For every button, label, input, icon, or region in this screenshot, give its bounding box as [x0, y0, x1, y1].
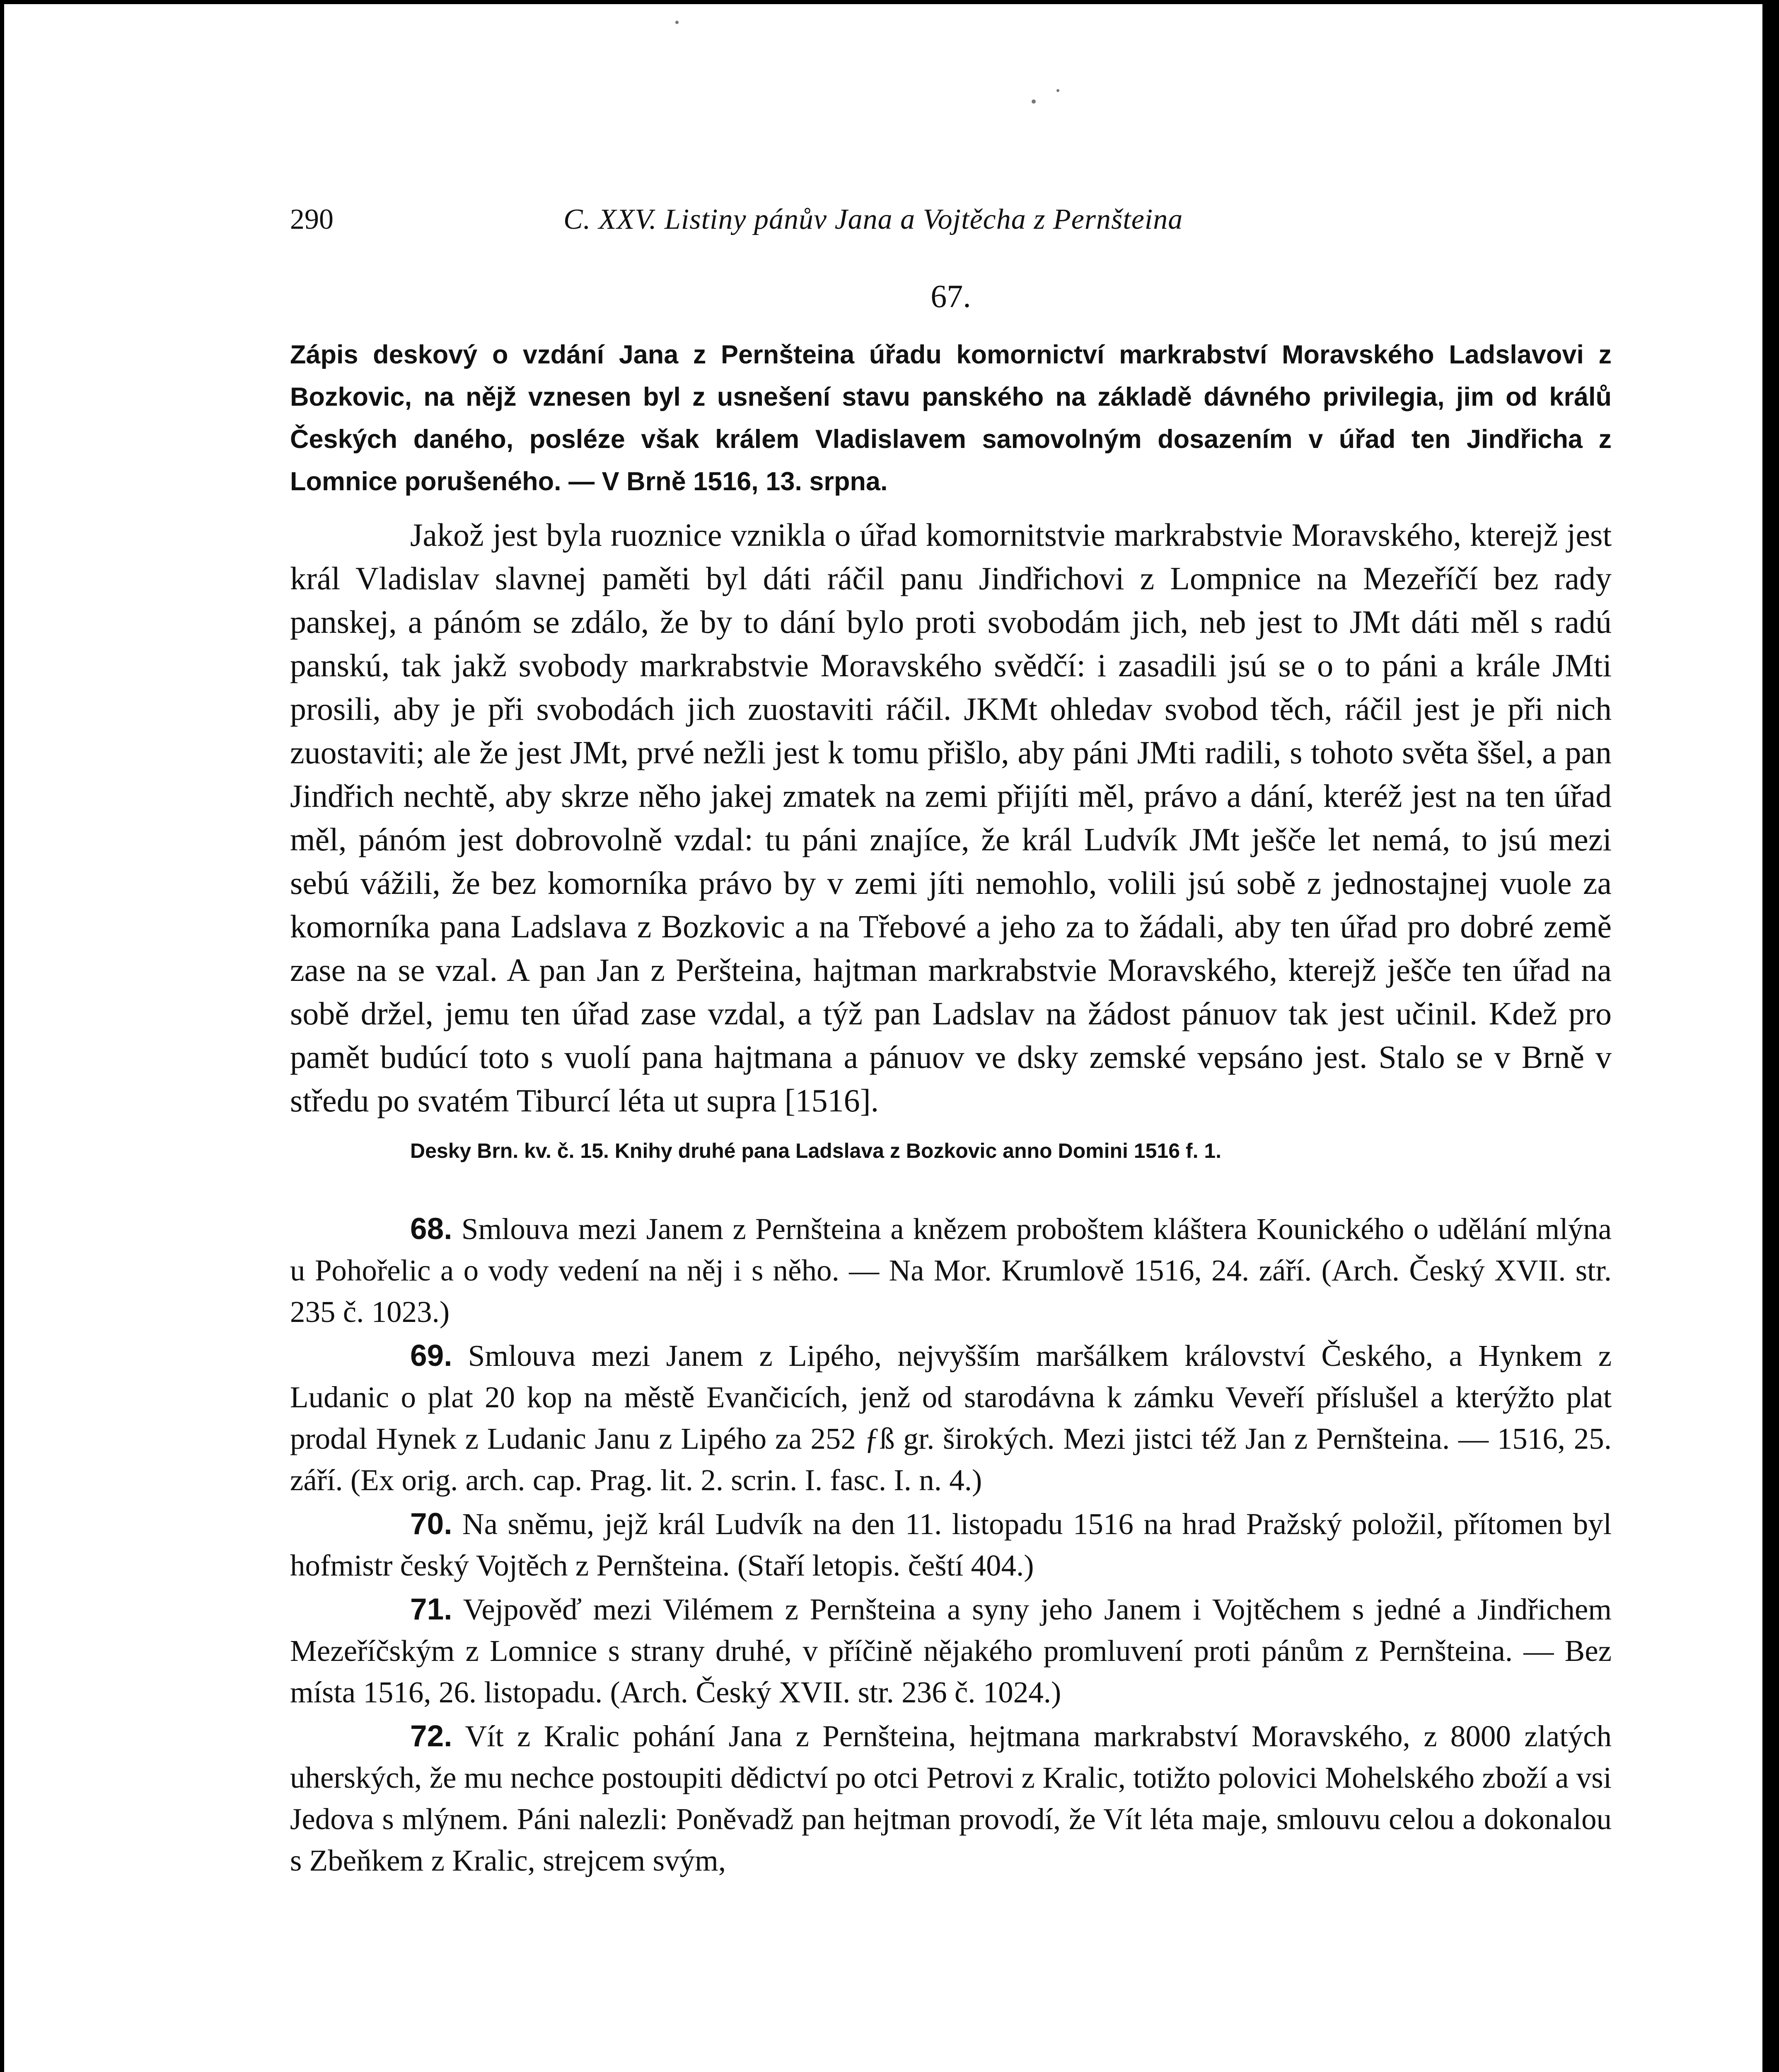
entry-70: [290, 1503, 1612, 1586]
page-content: [290, 203, 1612, 1884]
entry-text: Vít z Kralic pohání Jana z Pernšteina, hejtmana markrabství Moravského, z 8000 zlatých uherských, že mu nechce postoupiti dědictví po otci Petrovi z Kralic, totižto polovici Mohelského zboží a vsi Jedova s mlýnem. Páni nalezli: Poněvadž pan hejtman provodí, že Vít léta maje, smlouvu celou a dokonalou s Zbeňkem z Kralic, strejcem svým,: [290, 1719, 1612, 1877]
running-title: C. XXV. Listiny pánův Jana a Vojtěcha z Pernšteina: [563, 203, 1183, 235]
entry-text: Na sněmu, jejž král Ludvík na den 11. listopadu 1516 na hrad Pražský položil, přítomen byl hofmistr český Vojtěch z Pernšteina. (Staří letopis. čeští 404.): [290, 1507, 1612, 1582]
document-number: 67.: [931, 278, 971, 314]
entry-68: [290, 1208, 1612, 1333]
entry-number: 68.: [410, 1212, 452, 1246]
entry-text: Vejpověď mezi Vilémem z Pernšteina a syny jeho Janem i Vojtěchem s jedné a Jindřichem Mezeříčským z Lomnice s strany druhé, v příčině nějakého promluvení proti pánům z Pernšteina. — Bez místa 1516, 26. listopadu. (Arch. Český XVII. str. 236 č. 1024.): [290, 1593, 1612, 1709]
entry-72: [290, 1716, 1612, 1881]
document-regest: Zápis deskový o vzdání Jana z Pernšteina úřadu komornictví markrabství Moravského Ladslavovi z Bozkovic, na nějž vznesen byl z usnešení stavu panského na základě dávného privilegia, jim od králů Českých daného, posléze však králem Vladislavem samovolným dosazením v úřad ten Jindřicha z Lomnice porušeného. — V Brně 1516, 13. srpna.: [290, 340, 1612, 496]
entry-list: [290, 1208, 1612, 1881]
entry-number: 72.: [410, 1719, 452, 1753]
entry-69: [290, 1335, 1612, 1501]
running-head: [290, 203, 1612, 249]
scan-speck: [1056, 89, 1059, 92]
entry-text: Smlouva mezi Janem z Lipého, nejvyšším maršálkem království Českého, a Hynkem z Ludanic o plat 20 kop na městě Evančicích, jenž od starodávna k zámku Veveří příslušel a kterýžto plat prodal Hynek z Ludanic Janu z Lipého za 252 ƒß gr. širokých. Mezi jistci též Jan z Pernšteina. — 1516, 25. září. (Ex orig. arch. cap. Prag. lit. 2. scrin. I. fasc. I. n. 4.): [290, 1339, 1612, 1497]
scan-speck: [675, 21, 679, 24]
entry-number: 70.: [410, 1507, 452, 1541]
document-text: Jakož jest byla ruoznice vznikla o úřad komornitstvie markrabstvie Moravského, kterejž jest král Vladislav slavnej paměti byl dáti ráčil panu Jindřichovi z Lompnice na Mezeříčí bez rady panskej, a pánóm se zdálo, že by to dání bylo proti svobodám jich, neb jest to JMt dáti měl s radú panskú, tak jakž svobody markrabstvie Moravského svědčí: i zasadili jsú se o to páni a krále JMti prosili, aby je při svobodách jich zuostaviti ráčil. JKMt ohledav svobod těch, ráčil jest je při nich zuostaviti; ale že jest JMt, prvé nežli jest k tomu přišlo, aby páni JMti radili, s tohoto světa ššel, a pan Jindřich nechtě, aby skrze něho jakej zmatek na zemi přijíti měl, právo a dání, kteréž jest na ten úřad měl, pánóm jest dobrovolně vzdal: tu páni znajíce, že král Ludvík JMt ješče let nemá, to jsú mezi sebú vážili, že bez komorníka právo by v zemi jíti nemohlo, volili jsú sobě z jednostajnej vuole za komorníka pana Ladslava z Bozkovic a na Třebové a jeho za to žádali, aby ten úřad pro dobré země zase na se vzal. A pan Jan z Peršteina, hajtman markrabstvie Moravského, kterejž ješče ten úřad na sobě držel, jemu ten úřad zase vzdal, a týž pan Ladslav na žádost pánuov tak jest učinil. Kdež pro pamět budúcí toto s vuolí pana hajtmana a pánuov ve dsky zemské vepsáno jest. Stalo se v Brně v středu po svatém Tiburcí léta ut supra [1516].: [290, 517, 1612, 1118]
scan-speck: [1032, 99, 1036, 104]
entry-number: 71.: [410, 1593, 452, 1626]
entry-number: 69.: [410, 1339, 452, 1372]
entry-71: [290, 1589, 1612, 1713]
scan-border-right: [1762, 0, 1779, 2072]
page-number: 290: [290, 203, 334, 235]
entry-text: Smlouva mezi Janem z Pernšteina a knězem proboštem kláštera Kounického o udělání mlýna u Pohořelic a o vody vedení na něj i s něho. — Na Mor. Krumlově 1516, 24. září. (Arch. Český XVII. str. 235 č. 1023.): [290, 1212, 1612, 1329]
page: [4, 4, 1767, 2072]
source-note: Desky Brn. kv. č. 15. Knihy druhé pana Ladslava z Bozkovic anno Domini 1516 f. 1.: [410, 1139, 1222, 1162]
